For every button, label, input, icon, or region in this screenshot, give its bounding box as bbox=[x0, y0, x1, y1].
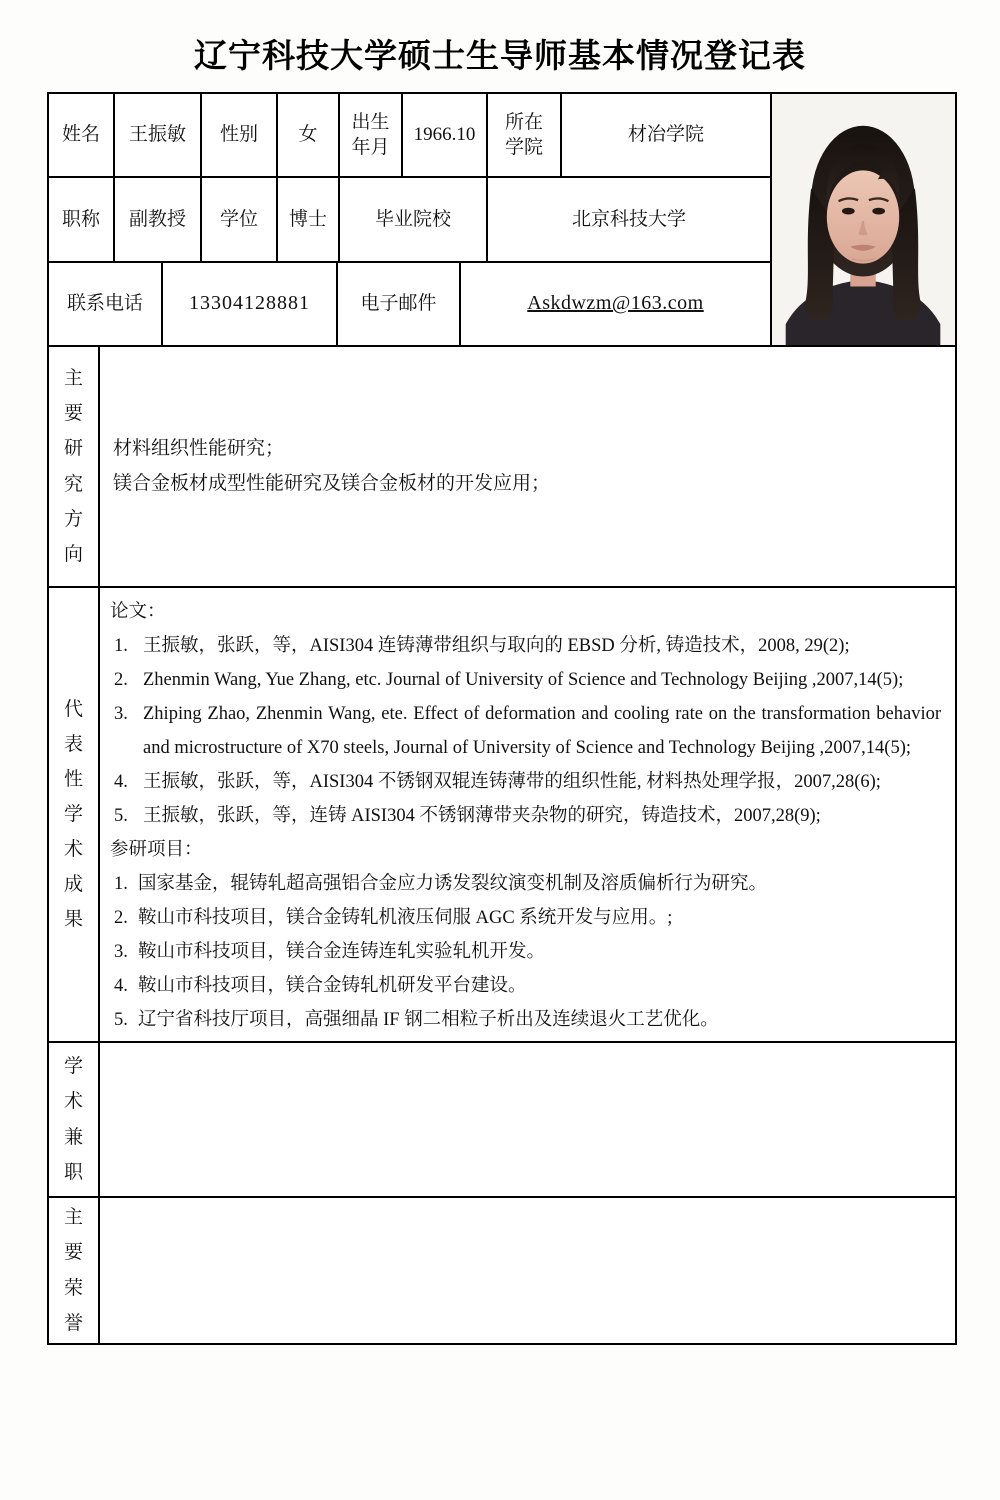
achievements-content bbox=[100, 588, 955, 1041]
papers-header: 论文： bbox=[110, 602, 166, 622]
degree-value-cell bbox=[278, 178, 340, 260]
gender-label-cell bbox=[202, 94, 278, 176]
section-academic-positions bbox=[49, 1043, 955, 1198]
project-number: 5. bbox=[114, 1010, 128, 1030]
basic-info-grid bbox=[49, 94, 772, 345]
section-major-honors bbox=[49, 1198, 955, 1343]
college-value-cell bbox=[562, 94, 770, 176]
paper-text: 王振敏，张跃，等，连铸 AISI304 不锈钢薄带夹杂物的研究，铸造技术，2007,28(9); bbox=[143, 806, 821, 826]
gender-value-cell bbox=[278, 94, 340, 176]
phone-value: 13304128881 bbox=[189, 292, 310, 315]
row-title-degree-school bbox=[49, 178, 770, 262]
paper-item bbox=[110, 697, 941, 765]
research-line: 镁合金板材成型性能研究及镁合金板材的开发应用； bbox=[113, 472, 551, 494]
degree-label: 学位 bbox=[219, 208, 258, 230]
phone-label: 联系电话 bbox=[66, 293, 143, 314]
job-title-value: 副教授 bbox=[128, 208, 186, 230]
major-honors-label-cell bbox=[49, 1198, 100, 1343]
paper-text: Zhenmin Wang, Yue Zhang, etc. Journal of University of Science and Technology Beijing ,2007,14(5); bbox=[143, 670, 904, 690]
project-item bbox=[110, 935, 941, 969]
project-item bbox=[110, 1003, 941, 1037]
alma-mater-label-cell bbox=[340, 178, 488, 260]
portrait-photo-graphic bbox=[772, 94, 955, 345]
research-direction-label-cell bbox=[49, 347, 100, 586]
project-number: 1. bbox=[114, 874, 128, 894]
id-photo bbox=[772, 94, 955, 345]
research-direction-label: 主要研究方向 bbox=[63, 368, 83, 565]
project-number: 3. bbox=[114, 942, 128, 962]
major-honors-label: 主要荣誉 bbox=[63, 1207, 83, 1334]
paper-number: 2. bbox=[114, 670, 128, 690]
project-text: 鞍山市科技项目，镁合金连铸连轧实验轧机开发。 bbox=[138, 942, 546, 962]
paper-text: 王振敏，张跃，等，AISI304 不锈钢双辊连铸薄带的组织性能, 材料热处理学报，2007,28(6); bbox=[143, 772, 881, 792]
project-item bbox=[110, 901, 941, 935]
name-label: 姓名 bbox=[61, 124, 100, 146]
college-value: 材冶学院 bbox=[627, 124, 704, 146]
email-label: 电子邮件 bbox=[360, 293, 437, 314]
achievements-label: 代表性学术成果 bbox=[63, 698, 83, 931]
paper-number: 5. bbox=[114, 806, 128, 826]
email-label-cell bbox=[338, 263, 461, 345]
birth-value-cell bbox=[403, 94, 488, 176]
college-label: 所在学院 bbox=[504, 111, 543, 159]
paper-text: 王振敏，张跃，等，AISI304 连铸薄带组织与取向的 EBSD 分析, 铸造技术，2008, 29(2); bbox=[143, 636, 850, 656]
page-title: 辽宁科技大学硕士生导师基本情况登记表 bbox=[194, 39, 806, 75]
phone-label-cell bbox=[49, 263, 163, 345]
birth-value: 1966.10 bbox=[413, 124, 476, 146]
email-value-cell bbox=[461, 263, 770, 345]
birth-label: 出生年月 bbox=[351, 111, 390, 159]
gender-value: 女 bbox=[298, 124, 318, 146]
major-honors-content bbox=[100, 1198, 955, 1343]
paper-number: 1. bbox=[114, 636, 128, 656]
project-number: 4. bbox=[114, 976, 128, 996]
paper-text: Zhiping Zhao, Zhenmin Wang, ete. Effect of deformation and cooling rate on the transformation behavior and microstructure of X70 steels, Journal of University of Science and Technology Beijing ,2007,14(5); bbox=[143, 704, 941, 758]
project-number: 2. bbox=[114, 908, 128, 928]
paper-item bbox=[110, 663, 941, 697]
paper-number: 3. bbox=[114, 704, 128, 724]
academic-positions-label-cell bbox=[49, 1043, 100, 1196]
section-research-direction bbox=[49, 347, 955, 588]
academic-positions-label: 学术兼职 bbox=[63, 1056, 83, 1183]
projects-header: 参研项目： bbox=[110, 840, 203, 860]
project-text: 鞍山市科技项目，镁合金铸轧机液压伺服 AGC 系统开发与应用。; bbox=[138, 908, 673, 928]
alma-mater-value-cell bbox=[488, 178, 770, 260]
job-title-label: 职称 bbox=[61, 208, 100, 230]
achievements-label-cell bbox=[49, 588, 100, 1041]
job-title-value-cell bbox=[115, 178, 202, 260]
degree-label-cell bbox=[202, 178, 278, 260]
registration-form-table bbox=[47, 92, 957, 1345]
email-value: Askdwzm@163.com bbox=[527, 292, 704, 315]
paper-item bbox=[110, 629, 941, 663]
name-value: 王振敏 bbox=[128, 124, 186, 146]
project-item bbox=[110, 969, 941, 1003]
project-text: 辽宁省科技厅项目，高强细晶 IF 钢二相粒子析出及连续退火工艺优化。 bbox=[138, 1010, 719, 1030]
project-text: 国家基金，辊铸轧超高强铝合金应力诱发裂纹演变机制及溶质偏析行为研究。 bbox=[138, 874, 768, 894]
research-direction-content bbox=[100, 347, 955, 586]
row-name-gender-birth-college bbox=[49, 94, 770, 178]
name-value-cell bbox=[115, 94, 202, 176]
academic-positions-content bbox=[100, 1043, 955, 1196]
section-achievements bbox=[49, 588, 955, 1043]
gender-label: 性别 bbox=[219, 124, 258, 146]
alma-mater-label: 毕业院校 bbox=[374, 208, 451, 230]
row-phone-email bbox=[49, 263, 770, 345]
paper-number: 4. bbox=[114, 772, 128, 792]
paper-item bbox=[110, 765, 941, 799]
project-item bbox=[110, 867, 941, 901]
basic-info-area bbox=[49, 94, 955, 347]
degree-value: 博士 bbox=[288, 208, 327, 230]
college-label-cell bbox=[488, 94, 562, 176]
birth-label-cell bbox=[340, 94, 403, 176]
paper-item bbox=[110, 799, 941, 833]
phone-value-cell bbox=[163, 263, 338, 345]
alma-mater-value: 北京科技大学 bbox=[571, 208, 686, 230]
job-title-label-cell bbox=[49, 178, 115, 260]
name-label-cell bbox=[49, 94, 115, 176]
project-text: 鞍山市科技项目，镁合金铸轧机研发平台建设。 bbox=[138, 976, 527, 996]
research-line: 材料组织性能研究； bbox=[113, 438, 285, 460]
